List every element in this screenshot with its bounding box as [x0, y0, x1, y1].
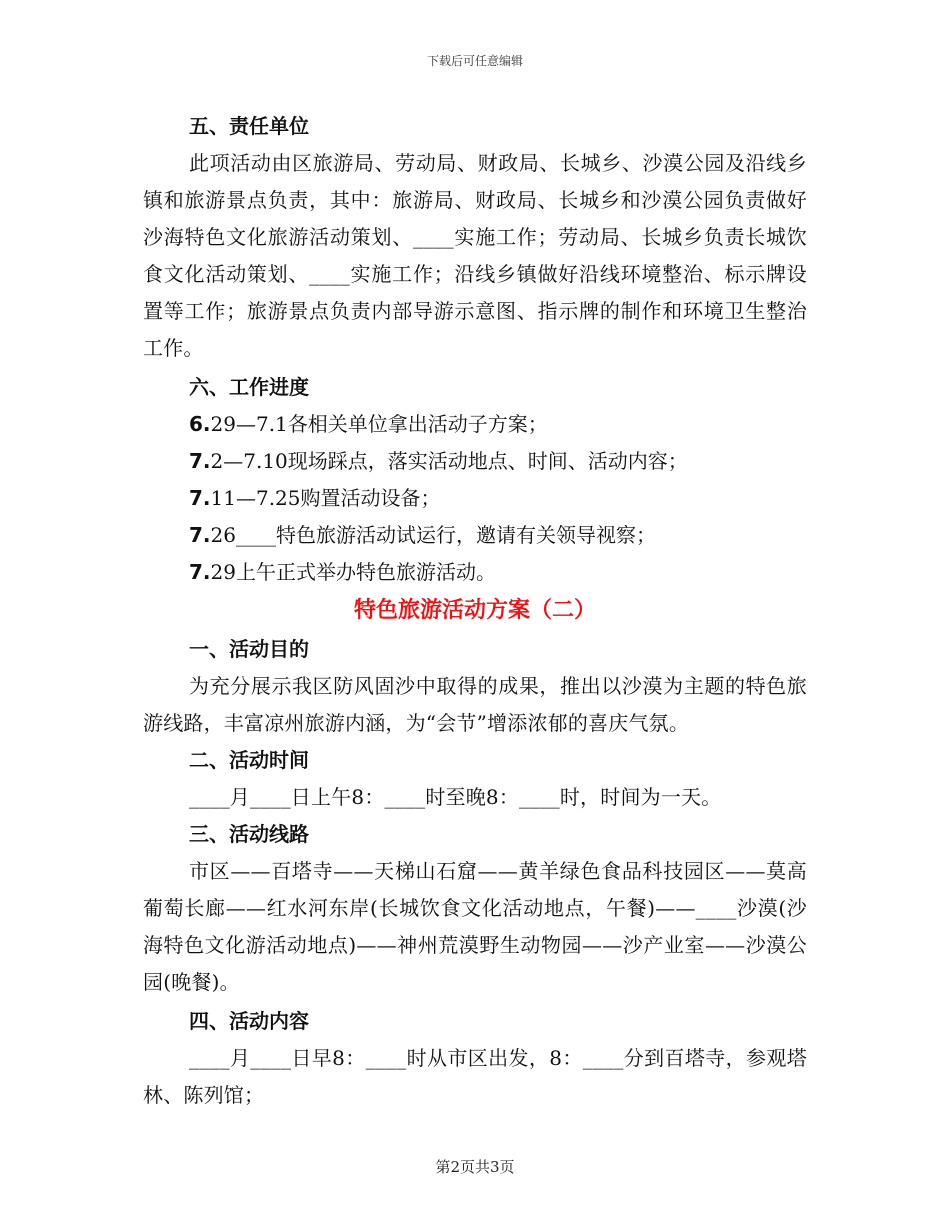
schedule-item: 7.11—7.25购置活动设备； [189, 486, 441, 510]
section-heading-purpose: 一、活动目的 [189, 637, 309, 661]
time-paragraph: ____月____日上午8：____时至晚8：____时，时间为一天。 [189, 785, 722, 809]
route-paragraph: 市区——百塔寺——天梯山石窟——黄羊绿色食品科技园区——莫高葡萄长廊——红水河东岸(长城饮食文化活动地点，午餐)——____沙漠(沙海特色文化游活动地点)——神州荒漠野生动物园——沙产业室——沙漠公园(晚餐)。 [143, 859, 807, 994]
section-heading-route: 三、活动线路 [189, 822, 309, 846]
schedule-item: 7.2—7.10现场踩点，落实活动地点、时间、活动内容； [189, 449, 688, 473]
responsibility-paragraph: 此项活动由区旅游局、劳动局、财政局、长城乡、沙漠公园及沿线乡镇和旅游景点负责，其中：旅游局、财政局、长城乡和沙漠公园负责做好沙海特色文化旅游活动策划、____实施工作；劳动局、长城乡负责长城饮食文化活动策划、____实施工作；沿线乡镇做好沿线环境整治、标示牌设置等工作；旅游景点负责内部导游示意图、指示牌的制作和环境卫生整治工作。 [143, 151, 807, 360]
document-body [143, 108, 807, 1114]
page-footer: 第2页共3页 [435, 1158, 515, 1176]
content-paragraph: ____月____日早8：____时从市区出发，8：____分到百塔寺，参观塔林、陈列馆； [143, 1046, 807, 1107]
section-heading-time: 二、活动时间 [189, 748, 309, 772]
document-title: 特色旅游活动方案（二） [353, 598, 596, 623]
schedule-item: 6.29—7.1各相关单位拿出活动子方案； [189, 412, 548, 436]
section-heading-content: 四、活动内容 [189, 1009, 309, 1033]
section-heading-schedule: 六、工作进度 [189, 375, 309, 399]
schedule-item: 7.29上午正式举办特色旅游活动。 [189, 560, 496, 584]
schedule-item: 7.26____特色旅游活动试运行，邀请有关领导视察； [189, 523, 656, 547]
purpose-paragraph: 为充分展示我区防风固沙中取得的成果，推出以沙漠为主题的特色旅游线路，丰富凉州旅游内涵，为“会节”增添浓郁的喜庆气氛。 [143, 674, 807, 735]
page-header: 下载后可任意编辑 [426, 54, 523, 68]
section-heading-responsibility: 五、责任单位 [189, 114, 309, 138]
